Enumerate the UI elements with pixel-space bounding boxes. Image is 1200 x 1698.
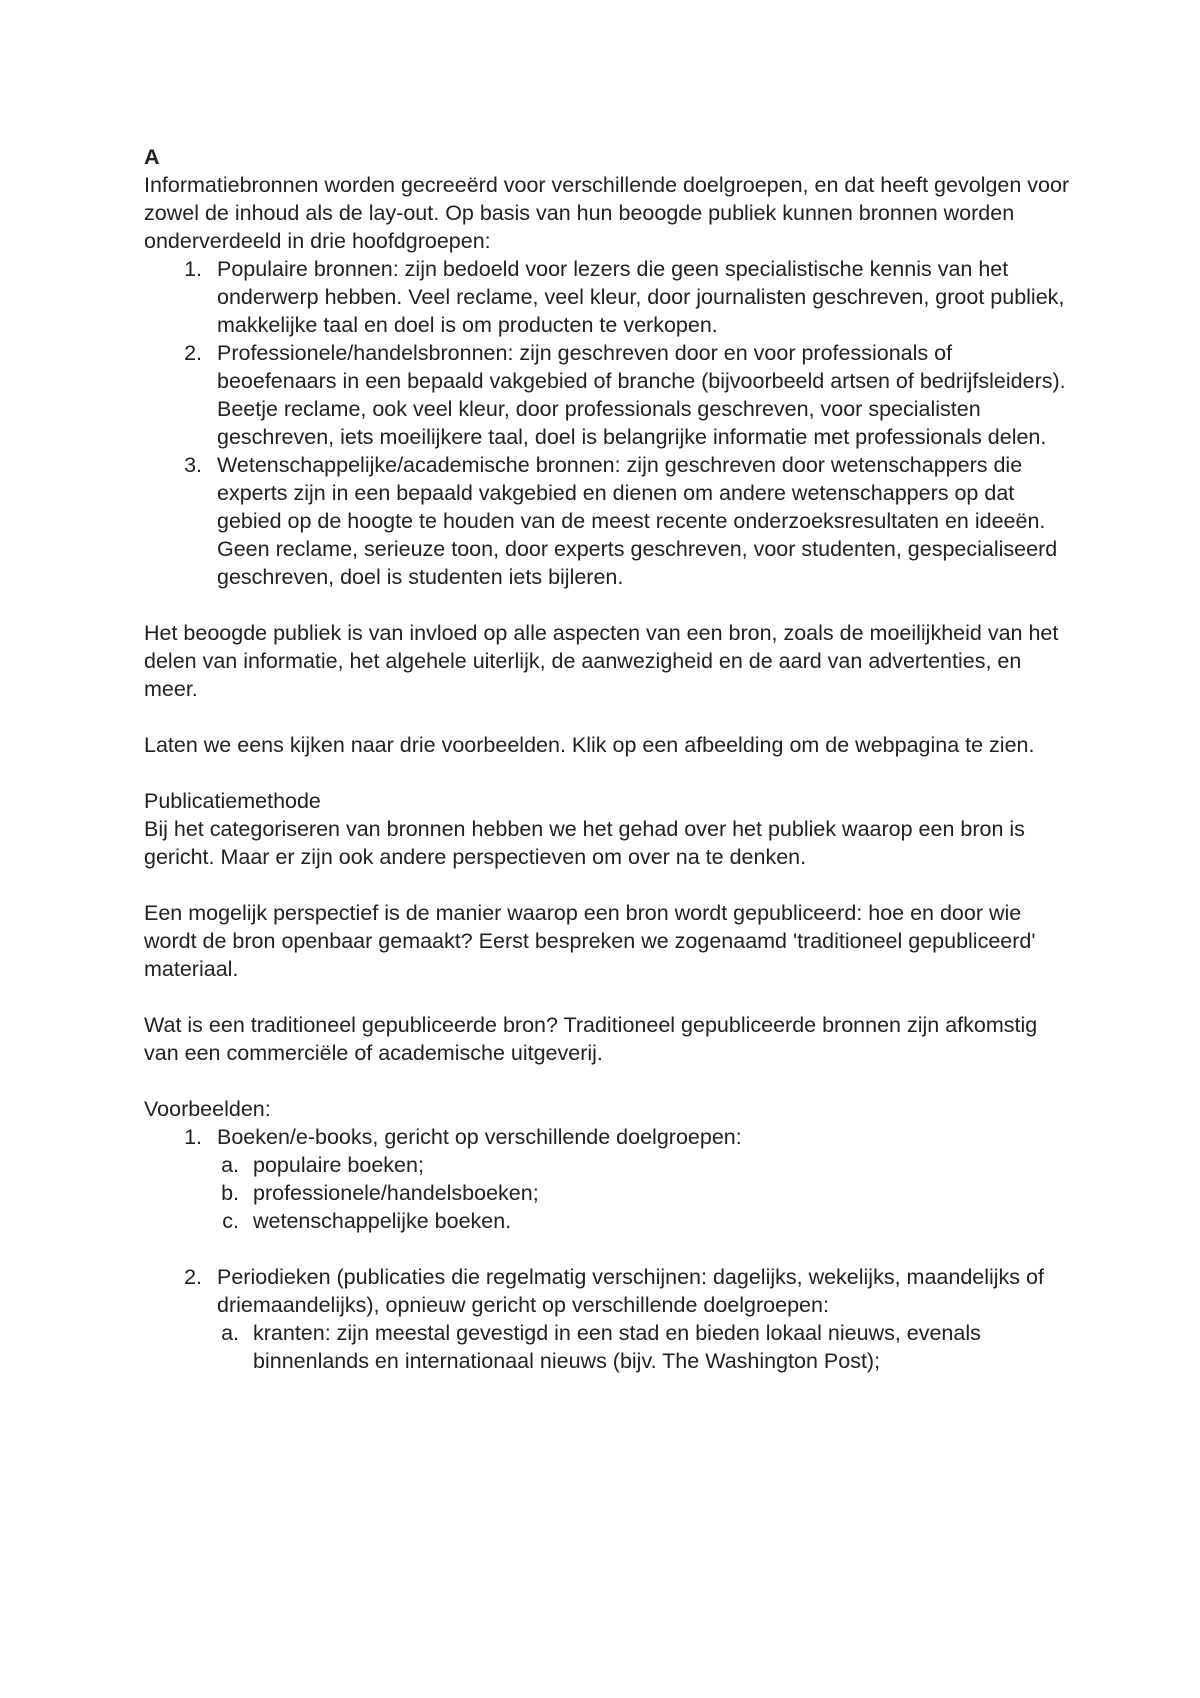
document-page: [144, 143, 1074, 1375]
list-number: 2.: [184, 341, 202, 365]
list-item-text: Populaire bronnen: zijn bedoeld voor lezers die geen specialistische kennis van het onderwerp hebben. Veel reclame, veel kleur, door journalisten geschreven, groot publiek, makkelijke taal en doel is om producten te verkopen.: [217, 257, 1065, 337]
spacer: [144, 871, 1074, 899]
list-item: [144, 255, 1074, 339]
list-number: 2.: [184, 1265, 202, 1289]
list-letter: a.: [221, 1321, 239, 1345]
sub-list-item: [217, 1151, 1074, 1179]
sub-list: [217, 1151, 1074, 1235]
traditional-paragraph: Wat is een traditioneel gepubliceerde bron? Traditioneel gepubliceerde bronnen zijn afkomstig van een commerciële of academische uitgeverij.: [144, 1013, 1038, 1065]
categorize-paragraph: Bij het categoriseren van bronnen hebben we het gehad over het publiek waarop een bron is gericht. Maar er zijn ook andere perspectieven om over na te denken.: [144, 817, 1025, 869]
list-item-text: Professionele/handelsbronnen: zijn geschreven door en voor professionals of beoefenaars in een bepaald vakgebied of branche (bijvoorbeeld artsen of bedrijfsleiders). Beetje reclame, ook veel kleur, door professionals geschreven, voor specialisten geschreven, iets moeilijkere taal, doel is belangrijke informatie met professionals delen.: [217, 341, 1066, 449]
sub-list: [217, 1319, 1074, 1375]
spacer: [217, 1235, 1074, 1263]
spacer: [144, 759, 1074, 787]
spacer: [144, 591, 1074, 619]
sub-list-item-text: kranten: zijn meestal gevestigd in een stad en bieden lokaal nieuws, evenals binnenlands en internationaal nieuws (bijv. The Washington Post);: [253, 1321, 981, 1373]
list-letter: a.: [221, 1153, 239, 1177]
sub-list-item-text: professionele/handelsboeken;: [253, 1181, 539, 1205]
list-item: [144, 1263, 1074, 1375]
spacer: [144, 983, 1074, 1011]
spacer: [144, 1067, 1074, 1095]
list-number: 1.: [184, 257, 202, 281]
sub-list-item-text: wetenschappelijke boeken.: [253, 1209, 512, 1233]
list-letter: c.: [222, 1209, 239, 1233]
list-number: 3.: [184, 453, 202, 477]
list-item-text: Periodieken (publicaties die regelmatig verschijnen: dagelijks, wekelijks, maandelijks of driemaandelijks), opnieuw gericht op verschillende doelgroepen:: [217, 1265, 1044, 1317]
spacer: [144, 703, 1074, 731]
source-groups-list: [144, 255, 1074, 591]
audience-paragraph: Het beoogde publiek is van invloed op alle aspecten van een bron, zoals de moeilijkheid van het delen van informatie, het algehele uiterlijk, de aanwezigheid en de aard van advertenties, en meer.: [144, 621, 1059, 701]
list-item: [144, 1123, 1074, 1263]
section-heading: A: [144, 145, 160, 169]
sub-list-item: [217, 1319, 1074, 1375]
list-item: [144, 339, 1074, 451]
examples-intro-paragraph: Laten we eens kijken naar drie voorbeelden. Klik op een afbeelding om de webpagina te zien.: [144, 733, 1035, 757]
sub-list-item-text: populaire boeken;: [253, 1153, 424, 1177]
section-title: Publicatiemethode: [144, 789, 321, 813]
list-item-text: Boeken/e-books, gericht op verschillende doelgroepen:: [217, 1125, 742, 1149]
intro-paragraph: Informatiebronnen worden gecreeërd voor verschillende doelgroepen, en dat heeft gevolgen voor zowel de inhoud als de lay-out. Op basis van hun beoogde publiek kunnen bronnen worden onderverdeeld in drie hoofdgroepen:: [144, 173, 1070, 253]
list-item-text: Wetenschappelijke/academische bronnen: zijn geschreven door wetenschappers die experts zijn in een bepaald vakgebied en dienen om andere wetenschappers op dat gebied op de hoogte te houden van de meest recente onderzoeksresultaten en ideeën. Geen reclame, serieuze toon, door experts geschreven, voor studenten, gespecialiseerd geschreven, doel is studenten iets bijleren.: [217, 453, 1058, 589]
sub-list-item: [217, 1179, 1074, 1207]
list-letter: b.: [221, 1181, 239, 1205]
list-item: [144, 451, 1074, 591]
examples-label: Voorbeelden:: [144, 1097, 271, 1121]
perspective-paragraph: Een mogelijk perspectief is de manier waarop een bron wordt gepubliceerd: hoe en door wie wordt de bron openbaar gemaakt? Eerst bespreken we zogenaamd 'traditioneel gepubliceerd' materiaal.: [144, 901, 1036, 981]
examples-list: [144, 1123, 1074, 1375]
sub-list-item: [217, 1207, 1074, 1235]
list-number: 1.: [184, 1125, 202, 1149]
